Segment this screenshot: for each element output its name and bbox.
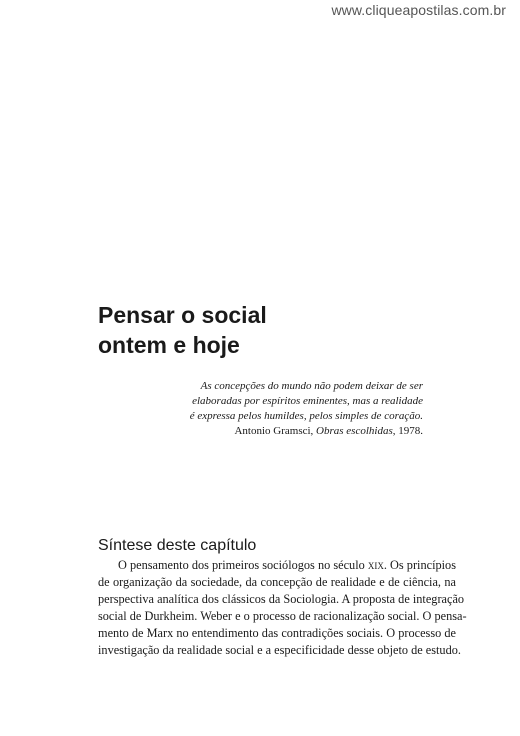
- synthesis-line-1-start: O pensamento dos primeiros sociólogos no século: [118, 558, 368, 572]
- epigraph-line-1: As concepções do mundo não podem deixar de ser: [200, 380, 423, 392]
- synthesis-line-3: perspectiva analítica dos clássicos da Sociologia. A proposta de integração: [98, 592, 465, 606]
- chapter-title-line-1: Pensar o social: [98, 302, 267, 328]
- synthesis-line-2: de organização da sociedade, da concepção de realidade e de ciência, na: [98, 575, 456, 589]
- epigraph-work-title: Obras escolhidas: [316, 425, 393, 437]
- synthesis-line-1: [98, 557, 456, 574]
- synthesis-paragraph: [98, 557, 467, 659]
- chapter-title-line-2: ontem e hoje: [98, 332, 240, 358]
- synthesis-line-5: mento de Marx no entendimento das contradições sociais. O processo de: [98, 626, 456, 640]
- chapter-title: [98, 300, 428, 360]
- epigraph-line-3: é expressa pelos humildes, pelos simples de coração.: [189, 410, 423, 422]
- epigraph-author: Antonio Gramsci,: [234, 425, 317, 437]
- section-heading: Síntese deste capítulo: [98, 537, 257, 554]
- site-url: www.cliqueapostilas.com.br: [331, 2, 506, 18]
- epigraph-attribution: [160, 424, 423, 439]
- synthesis-line-1-end: . Os princípios: [383, 558, 456, 572]
- synthesis-line-4: social de Durkheim. Weber e o processo de racionalização social. O pensa-: [98, 609, 467, 623]
- epigraph-year: , 1978.: [392, 425, 423, 437]
- epigraph: [160, 379, 423, 439]
- synthesis-line-6: investigação da realidade social e a especificidade desse objeto de estudo.: [98, 643, 461, 657]
- century-numeral: xix: [367, 558, 384, 572]
- epigraph-line-2: elaboradas por espíritos eminentes, mas a realidade: [192, 395, 423, 407]
